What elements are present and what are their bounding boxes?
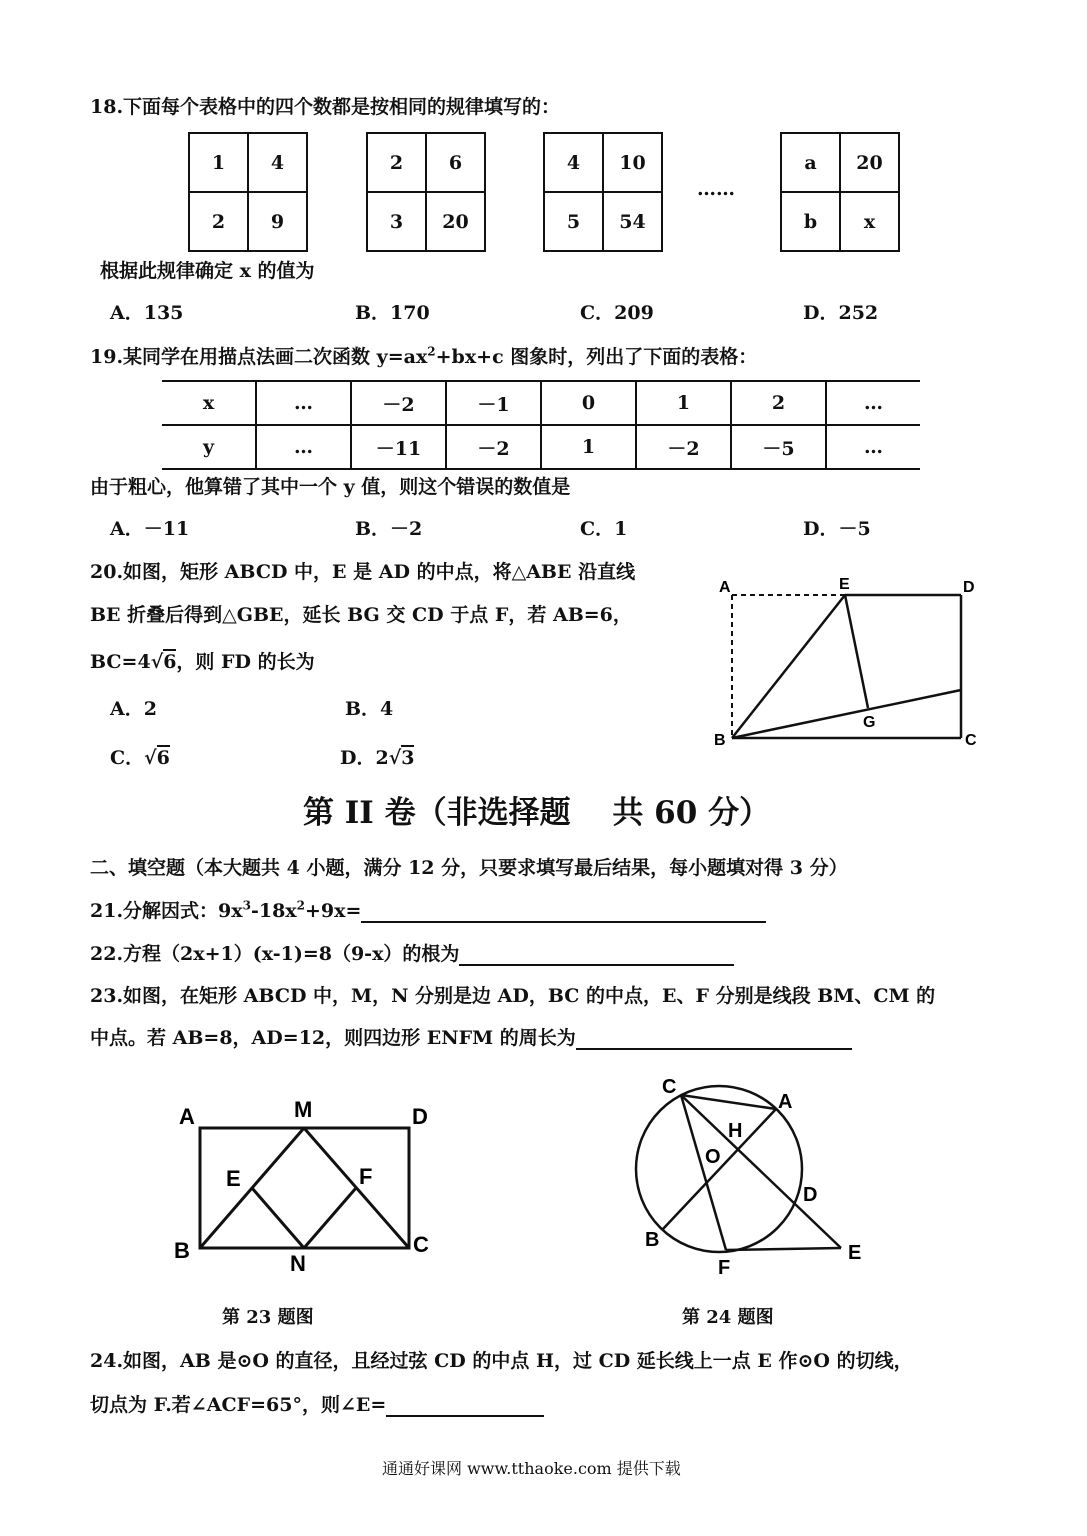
cell: 54 — [603, 192, 662, 251]
q23-line2-wrap — [90, 1023, 852, 1050]
cell: 4 — [248, 133, 307, 192]
segment-be — [732, 595, 845, 738]
q19-prompt: 由于粗心，他算错了其中一个 y 值，则这个错误的数值是 — [90, 476, 571, 498]
q18-ellipsis: …… — [697, 178, 735, 200]
q18-table-4 — [780, 132, 900, 252]
point-label-c: C — [413, 1232, 429, 1257]
point-label-a: A — [778, 1091, 793, 1113]
cell: 6 — [426, 133, 485, 192]
q23-figure — [170, 1090, 450, 1280]
q23-line1: 23.如图，在矩形 ABCD 中，M，N 分别是边 AD，BC 的中点，E、F 分别是线段 BM、CM 的 — [90, 985, 936, 1007]
q24-line2-wrap — [90, 1390, 544, 1417]
q18-stem: 18.下面每个表格中的四个数都是按相同的规律填写的： — [90, 96, 561, 118]
q24-answer-blank[interactable] — [386, 1414, 544, 1417]
section2-subheading: 二、填空题（本大题共 4 小题，满分 12 分，只要求填写最后结果，每小题填对得 3 分） — [90, 857, 848, 879]
cell: 10 — [603, 133, 662, 192]
cell: 1 — [189, 133, 248, 192]
point-label-b: B — [714, 732, 726, 749]
point-label-f: F — [359, 1164, 373, 1189]
point-label-e: E — [839, 576, 850, 593]
cell: －1 — [446, 381, 541, 425]
q20-option-d-label: D． — [340, 747, 376, 769]
cell: －2 — [636, 425, 731, 469]
cell: a — [781, 133, 840, 192]
point-label-b: B — [645, 1229, 660, 1251]
q20-line2: BE 折叠后得到△GBE，延长 BG 交 CD 于点 F，若 AB=6， — [90, 604, 632, 626]
cell: 2 — [367, 133, 426, 192]
q20-line3-b: ，则 FD 的长为 — [176, 651, 315, 673]
point-label-f: F — [718, 1257, 731, 1279]
q22-answer-blank[interactable] — [459, 963, 734, 966]
q24-line1: 24.如图，AB 是⊙O 的直径，且经过弦 CD 的中点 H，过 CD 延长线上一点 E 作⊙O 的切线， — [90, 1350, 913, 1372]
q18-table-1 — [188, 132, 308, 252]
point-label-m: M — [294, 1097, 313, 1122]
point-label-b: B — [174, 1238, 190, 1263]
q24-caption: 第 24 题图 — [682, 1307, 774, 1328]
q20-option-c-radicand: 6 — [156, 747, 170, 769]
cell: … — [826, 381, 920, 425]
q19-stem — [90, 342, 757, 369]
cell: y — [162, 425, 256, 469]
point-label-h: H — [728, 1120, 743, 1142]
cell: －5 — [731, 425, 826, 469]
sqrt-symbol: √ — [144, 747, 157, 769]
segment-bf — [732, 690, 961, 738]
point-label-d: D — [412, 1104, 428, 1129]
point-label-n: N — [290, 1251, 306, 1276]
cell: －11 — [351, 425, 446, 469]
q20-line1: 20.如图，矩形 ABCD 中，E 是 AD 的中点，将△ABE 沿直线 — [90, 561, 636, 583]
q21-sup2: 2 — [296, 898, 305, 913]
q18-table-3 — [543, 132, 663, 252]
q19-option-a: A．－11 — [110, 518, 190, 540]
point-label-d: D — [963, 579, 975, 596]
q18-option-a: A．135 — [110, 302, 184, 324]
q20-option-c-label: C． — [110, 747, 145, 769]
q19-stem-b: +bx+c 图象时，列出了下面的表格： — [435, 346, 758, 368]
point-label-d: D — [803, 1184, 818, 1206]
q19-option-c: C．1 — [580, 518, 628, 540]
q20-option-d — [340, 743, 414, 770]
point-label-c: C — [965, 732, 977, 749]
cell: 4 — [544, 133, 603, 192]
cell: 1 — [636, 381, 731, 425]
q23-answer-blank[interactable] — [576, 1047, 852, 1050]
q19-stem-sup: 2 — [427, 344, 436, 359]
cell: －2 — [351, 381, 446, 425]
q20-option-c — [110, 743, 170, 770]
q18-table-2 — [366, 132, 486, 252]
q20-option-d-radicand: 3 — [401, 747, 415, 769]
q19-table — [162, 380, 920, 470]
q20-figure — [705, 565, 1005, 760]
point-label-a: A — [719, 579, 731, 596]
q20-option-a: A．2 — [110, 698, 157, 720]
cell: 5 — [544, 192, 603, 251]
q23-line2: 中点。若 AB=8，AD=12，则四边形 ENFM 的周长为 — [90, 1027, 576, 1049]
section2-heading: 第 II 卷（非选择题 共 60 分） — [303, 795, 771, 831]
cell: x — [840, 192, 899, 251]
q20-line3 — [90, 647, 315, 674]
segment-ce — [681, 1095, 841, 1248]
q22 — [90, 939, 734, 966]
cell: 9 — [248, 192, 307, 251]
cell: 20 — [840, 133, 899, 192]
q18-prompt: 根据此规律确定 x 的值为 — [100, 260, 315, 282]
q21 — [90, 896, 766, 923]
cell: x — [162, 381, 256, 425]
q19-stem-a: 19.某同学在用描点法画二次函数 y=ax — [90, 346, 428, 368]
q21-answer-blank[interactable] — [361, 920, 766, 923]
point-label-o: O — [705, 1146, 721, 1168]
q20-option-b: B．4 — [345, 698, 394, 720]
q21-text-b: -18x — [250, 900, 297, 922]
table-row — [162, 425, 920, 469]
q18-option-b: B．170 — [355, 302, 430, 324]
q20-option-d-coef: 2 — [375, 747, 389, 769]
q21-text-c: +9x= — [304, 900, 362, 922]
sqrt-symbol: √ — [388, 747, 402, 769]
segment-eg — [845, 595, 868, 708]
cell: b — [781, 192, 840, 251]
segment-en — [252, 1188, 304, 1248]
sqrt-symbol: √ — [150, 651, 164, 673]
segment-cf — [681, 1095, 726, 1250]
q22-text: 22.方程（2x+1）(x-1)=8（9-x）的根为 — [90, 943, 460, 965]
cell: 1 — [541, 425, 636, 469]
point-label-e: E — [226, 1166, 241, 1191]
q23-caption: 第 23 题图 — [222, 1307, 314, 1328]
q24-figure — [625, 1070, 875, 1280]
point-label-g: G — [863, 714, 876, 731]
cell: －2 — [446, 425, 541, 469]
cell: 20 — [426, 192, 485, 251]
point-label-a: A — [179, 1104, 195, 1129]
q20-line3-radicand: 6 — [163, 651, 177, 673]
cell: … — [256, 425, 351, 469]
page-footer: 通通好课网 www.tthaoke.com 提供下载 — [382, 1459, 681, 1478]
q21-sup1: 3 — [242, 898, 251, 913]
cell: 2 — [189, 192, 248, 251]
segment-nf — [304, 1188, 356, 1248]
q18-option-d: D．252 — [803, 302, 879, 324]
q21-text-a: 21.分解因式：9x — [90, 900, 243, 922]
q24-line2: 切点为 F.若∠ACF=65°，则∠E= — [90, 1394, 387, 1416]
cell: … — [256, 381, 351, 425]
table-row — [162, 381, 920, 425]
cell: … — [826, 425, 920, 469]
cell: 3 — [367, 192, 426, 251]
q19-option-b: B．－2 — [355, 518, 423, 540]
q20-line3-a: BC=4 — [90, 651, 151, 673]
point-label-c: C — [662, 1076, 677, 1098]
cell: 0 — [541, 381, 636, 425]
cell: 2 — [731, 381, 826, 425]
q18-option-c: C．209 — [580, 302, 654, 324]
point-label-e: E — [848, 1242, 862, 1264]
q19-option-d: D．－5 — [803, 518, 871, 540]
